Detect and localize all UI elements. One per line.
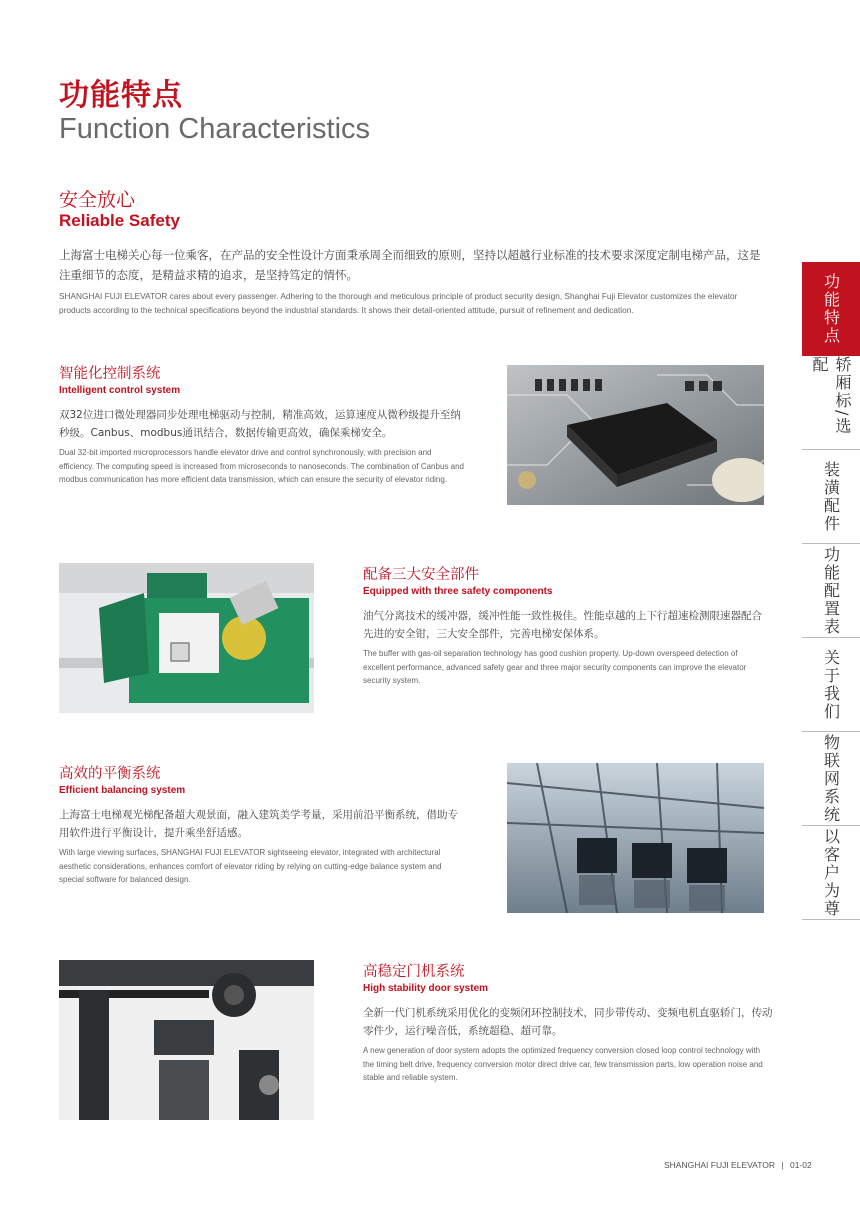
feature-body-en: With large viewing surfaces, SHANGHAI FUJI ELEVATOR sightseeing elevator, integrated with architectural aesthetic considerations, enhances comfort of elevator riding by relying on cutting-edge balance system and special software for balanced design. (59, 848, 442, 884)
feature-title-cn: 高稳定门机系统 (363, 964, 465, 980)
feature-body-en: Dual 32-bit imported microprocessors handle elevator drive and control synchronously, with precision and efficiency. The computing speed is increased from microseconds to nanoseconds. The combination of Canbus and modbus communication has more efficient data transmission, which can ensure the security of elevator riding. (59, 448, 464, 484)
side-nav-item-iot[interactable] (802, 732, 860, 826)
side-nav-label: 关于我们 (821, 648, 841, 721)
feature-title-cn: 配备三大安全部件 (363, 567, 479, 583)
side-nav-label: 轿厢标/选配 (810, 356, 852, 436)
footer-page-number: 01-02 (789, 1160, 812, 1170)
feature-title-en: Efficient balancing system (59, 785, 186, 796)
page-title-en: Function Characteristics (59, 113, 371, 145)
side-nav-label: 功能特点 (821, 272, 841, 345)
side-nav-label: 装潢配件 (821, 460, 841, 533)
section-body-en: SHANGHAI FUJI ELEVATOR cares about every passenger. Adhering to the thorough and meticulous principle of product security design, Shanghai Fuji Elevator customizes the elevator products according to the technical specifications beyond the industrial standards. It shows their detail-oriented attitude, pursuit of refinement and dedication. (59, 291, 738, 315)
section-title-cn: 安全放心 (59, 189, 136, 211)
feature-title-en: High stability door system (363, 983, 489, 994)
feature-body-en: The buffer with gas-oil separation technology has good cushion property. Up-down overspeed detection of excellent performance, advanced safety gear and three major security components can improve the elevator security system. (363, 649, 747, 685)
side-nav-label: 以客户为尊 (821, 827, 841, 918)
feature-door-system (363, 960, 773, 1085)
feature-intelligent-control (59, 362, 464, 487)
safety-gear-image (59, 563, 314, 713)
side-nav-item-config[interactable] (802, 544, 860, 638)
feature-body-cn: 双32位进口微处理器同步处理电梯驱动与控制，精准高效，运算速度从微秒级提升至纳秒级。Canbus、modbus通讯结合，数据传输更高效，确保乘梯安全。 (59, 409, 461, 439)
sightseeing-elevator-image (507, 763, 764, 913)
section-body-cn: 上海富士电梯关心每一位乘客，在产品的安全性设计方面秉承周全而细致的原则，坚持以超越行业标准的技术要求深度定制电梯产品，这是注重细节的态度，是精益求精的追求，是坚持笃定的情怀。 (59, 248, 761, 282)
feature-body-cn: 油气分离技术的缓冲器，缓冲性能一致性极佳。性能卓越的上下行超速检测限速器配合先进的安全钳，三大安全部件，完善电梯安保体系。 (363, 610, 762, 640)
side-nav-label: 物联网系统 (821, 733, 841, 824)
door-machine-image (59, 960, 314, 1120)
feature-title-en: Intelligent control system (59, 385, 181, 396)
page-footer: SHANGHAI FUJI ELEVATOR | 01-02 (664, 1160, 812, 1170)
side-nav-item-about[interactable] (802, 638, 860, 732)
feature-body-cn: 全新一代门机系统采用优化的变频闭环控制技术，同步带传动、变频电机直驱轿门，传动零件少，运行噪音低，系统超稳、超可靠。 (363, 1007, 773, 1037)
side-nav-item-decoration[interactable] (802, 450, 860, 544)
feature-safety-components (363, 563, 768, 688)
feature-body-en: A new generation of door system adopts the optimized frequency conversion closed loop control technology with the timing belt drive, frequency conversion motor direct drive car, few transmission parts, low operation noise and stable and reliable system. (363, 1046, 763, 1082)
side-nav-item-car[interactable] (802, 356, 860, 450)
circuit-board-image (507, 365, 764, 505)
feature-title-en: Equipped with three safety components (363, 586, 553, 597)
feature-balancing-system (59, 762, 464, 887)
side-nav (802, 262, 860, 920)
side-nav-item-function[interactable] (802, 262, 860, 356)
page-title-cn: 功能特点 (59, 78, 183, 113)
feature-title-cn: 高效的平衡系统 (59, 766, 161, 782)
feature-title-cn: 智能化控制系统 (59, 366, 161, 382)
side-nav-label: 功能配置表 (821, 545, 841, 636)
feature-body-cn: 上海富士电梯观光梯配备超大观景面，融入建筑美学考量，采用前沿平衡系统，借助专用软件进行平衡设计，提升乘坐舒适感。 (59, 809, 458, 839)
section-title-en: Reliable Safety (59, 211, 180, 230)
side-nav-item-customer[interactable] (802, 826, 860, 920)
footer-brand: SHANGHAI FUJI ELEVATOR (664, 1160, 775, 1170)
